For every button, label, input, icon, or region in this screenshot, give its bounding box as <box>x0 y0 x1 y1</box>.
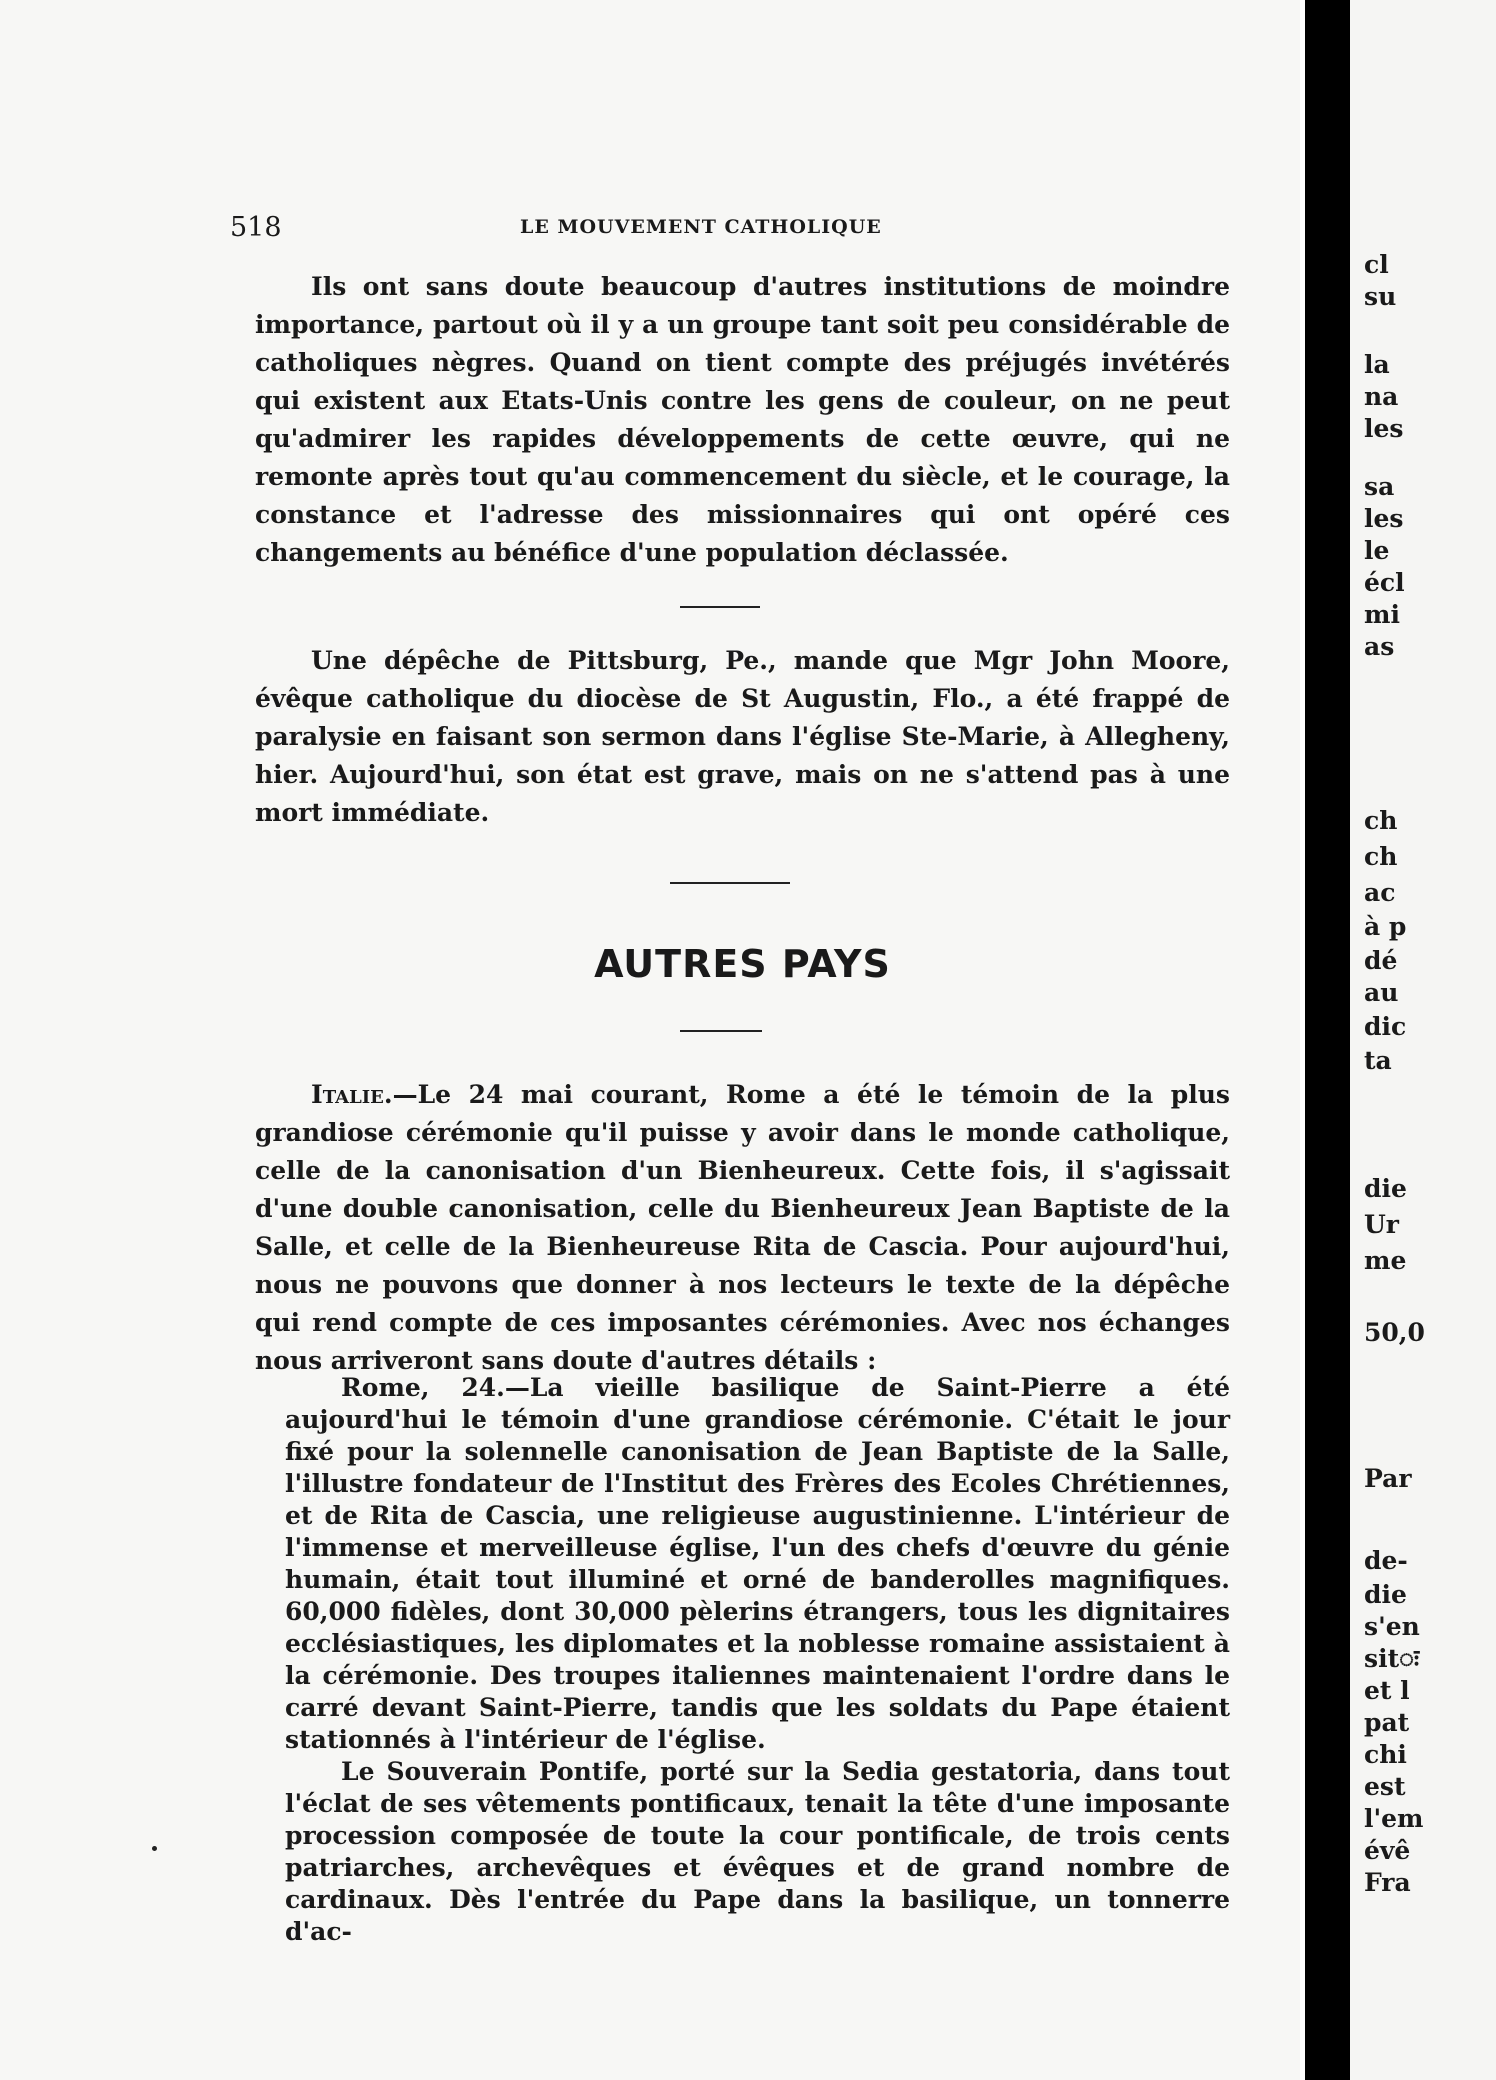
country-label: Italie. <box>311 1080 393 1109</box>
facing-page-fragment: chi <box>1364 1740 1407 1769</box>
facing-page-fragment: ac <box>1364 878 1396 907</box>
dispatch-paragraph: Rome, 24.—La vieille basilique de Saint-Pierre a été aujourd'hui le témoin d'une grandiose cérémonie. C'était le jour fixé pour la solennelle canonisation de Jean Baptiste de la Salle, l'illustre fondateur de l'Institut des Frères des Ecoles Chrétiennes, et de Rita de Cascia, une religieuse augustinienne. L'intérieur de l'immense et merveilleuse église, l'un des chefs d'œuvre du génie humain, était tout illuminé et orné de banderolles magnifiques. 60,000 fidèles, dont 30,000 pèlerins étrangers, tous les dignitaires ecclésiastiques, les diplomates et la noblesse romaine assistaient à la cérémonie. Des troupes italiennes maintenaient l'ordre dans le carré devant Saint-Pierre, tandis que les soldats du Pape étaient stationnés à l'intérieur de l'église. <box>285 1373 1230 1754</box>
facing-page-fragment: sitः <box>1364 1644 1420 1673</box>
facing-page-fragment: Par <box>1364 1464 1412 1493</box>
facing-page-fragment: sa <box>1364 472 1395 501</box>
paragraph-text: —Le 24 mai courant, Rome a été le témoin de la plus grandiose cérémonie qu'il puisse y avoir dans le monde catholique, celle de la canonisation d'un Bienheureux. Cette fois, il s'agissait d'une double canonisation, celle du Bienheureux Jean Baptiste de la Salle, et celle de la Bienheureuse Rita de Cascia. Pour aujourd'hui, nous ne pouvons que donner à nos lecteurs le texte de la dépêche qui rend compte de ces imposantes cérémonies. Avec nos échanges nous arriveront sans doute d'autres détails : <box>255 1080 1230 1375</box>
paragraph-pittsburg <box>255 642 1230 832</box>
facing-page-fragment: les <box>1364 414 1404 443</box>
paragraph-italie-text <box>255 1076 1230 1380</box>
paragraph-institutions <box>255 268 1230 572</box>
facing-page-fragment: s'en <box>1364 1612 1420 1641</box>
speck <box>152 1846 157 1851</box>
facing-page-fragment: ch <box>1364 806 1398 835</box>
facing-page-fragment: ta <box>1364 1046 1392 1075</box>
facing-page-fragment: Fra <box>1364 1868 1411 1897</box>
facing-page-fragment: dé <box>1364 946 1398 975</box>
facing-page-fragment: les <box>1364 504 1404 533</box>
facing-page-fragment: le <box>1364 536 1390 565</box>
separator-rule <box>680 606 760 608</box>
facing-page-fragment: à p <box>1364 912 1407 941</box>
facing-page-fragment: évê <box>1364 1836 1411 1865</box>
facing-page-fragment: me <box>1364 1246 1407 1275</box>
facing-page-fragment: die <box>1364 1174 1407 1203</box>
separator-rule <box>680 1030 762 1032</box>
facing-page-fragment: mi <box>1364 600 1400 629</box>
facing-page-fragment: dic <box>1364 1012 1407 1041</box>
facing-page-fragment: as <box>1364 632 1395 661</box>
facing-page-fragment: su <box>1364 282 1397 311</box>
facing-page-fragment: Ur <box>1364 1210 1399 1239</box>
facing-page-fragment: écl <box>1364 568 1405 597</box>
facing-page-fragment: pat <box>1364 1708 1410 1737</box>
page-header <box>230 212 1230 242</box>
facing-page-fragment: ch <box>1364 842 1398 871</box>
book-gutter <box>1305 0 1350 2080</box>
facing-page-fragment: de- <box>1364 1546 1408 1575</box>
facing-page-fragment: l'em <box>1364 1804 1424 1833</box>
dispatch-quote <box>285 1372 1230 1948</box>
facing-page-fragment: au <box>1364 978 1399 1007</box>
dispatch-paragraph: Le Souverain Pontife, porté sur la Sedia gestatoria, dans tout l'éclat de ses vêtements pontificaux, tenait la tête d'une imposante procession composée de toute la cour pontificale, de trois cents patriarches, archevêques et évêques et de grand nombre de cardinaux. Dès l'entrée du Pape dans la basilique, un tonnerre d'ac- <box>285 1757 1230 1946</box>
facing-page-fragment: la <box>1364 350 1390 379</box>
facing-page-fragment: et l <box>1364 1676 1410 1705</box>
facing-page-fragment: cl <box>1364 250 1389 279</box>
section-heading: AUTRES PAYS <box>594 942 891 986</box>
page-number: 518 <box>230 212 282 243</box>
facing-page-fragment: die <box>1364 1580 1407 1609</box>
paragraph-italie <box>255 1076 1230 1380</box>
paragraph-text: Ils ont sans doute beaucoup d'autres institutions de moindre importance, partout où il y a un groupe tant soit peu considérable de catholiques nègres. Quand on tient compte des préjugés invétérés qui existent aux Etats-Unis contre les gens de couleur, on ne peut qu'admirer les rapides développements de cette œuvre, qui ne remonte après tout qu'au commencement du siècle, et le courage, la constance et l'adresse des missionnaires qui ont opéré ces changements au bénéfice d'une population déclassée. <box>255 272 1230 567</box>
facing-page-fragment: est <box>1364 1772 1406 1801</box>
running-head: LE MOUVEMENT CATHOLIQUE <box>520 216 882 238</box>
paragraph-text: Une dépêche de Pittsburg, Pe., mande que Mgr John Moore, évêque catholique du diocèse de St Augustin, Flo., a été frappé de paralysie en faisant son sermon dans l'église Ste-Marie, à Allegheny, hier. Aujourd'hui, son état est grave, mais on ne s'attend pas à une mort immédiate. <box>255 646 1230 827</box>
facing-page <box>1350 0 1496 2080</box>
separator-rule <box>670 882 790 884</box>
facing-page-fragment: na <box>1364 382 1399 411</box>
facing-page-fragment: 50,0 <box>1364 1318 1425 1347</box>
